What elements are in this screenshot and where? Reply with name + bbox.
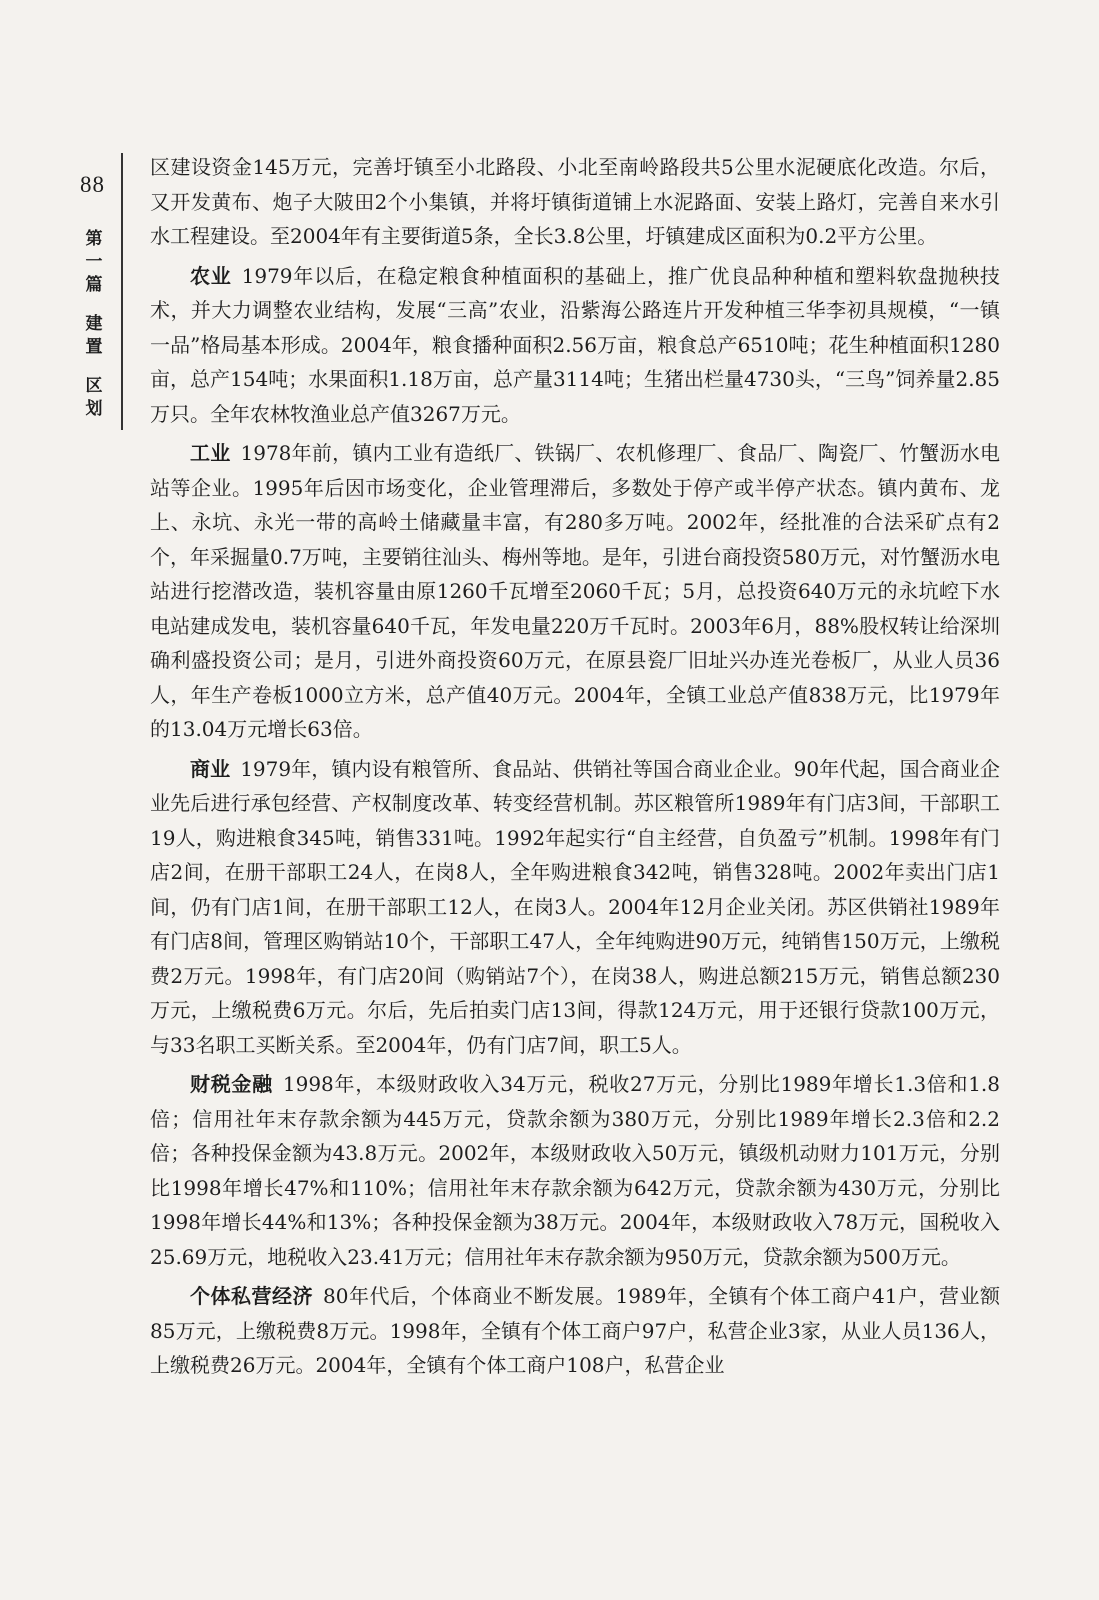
section-heading: 工业 (190, 441, 231, 465)
paragraph-industry (150, 436, 1000, 747)
header-char: 置 (85, 337, 103, 357)
header-char: 一 (85, 252, 103, 272)
section-heading: 个体私营经济 (190, 1284, 314, 1308)
header-gap (82, 359, 106, 375)
paragraph-text: 区建设资金145万元，完善圩镇至小北路段、小北至南岭路段共5公里水泥硬底化改造。尔后，又开发黄布、炮子大陂田2个小集镇，并将圩镇街道铺上水泥路面、安装上路灯，完善自来水引水工程建设。至2004年有主要街道5条，全长3.8公里，圩镇建成区面积为0.2平方公里。 (150, 155, 1000, 248)
paragraph-continuation (150, 150, 1000, 254)
header-char: 建 (85, 314, 103, 334)
header-char: 篇 (85, 275, 103, 295)
paragraph-finance (150, 1067, 1000, 1274)
paragraph-text: 1979年，镇内设有粮管所、食品站、供销社等国合商业企业。90年代起，国合商业企业先后进行承包经营、产权制度改革、转变经营机制。苏区粮管所1989年有门店3间，干部职工19人，购进粮食345吨，销售331吨。1992年起实行“自主经营，自负盈亏”机制。1998年有门店2间，在册干部职工24人，在岗8人，全年购进粮食342吨，销售328吨。2002年卖出门店1间，仍有门店1间，在册干部职工12人，在岗3人。2004年12月企业关闭。苏区供销社1989年有门店8间，管理区购销站10个，干部职工47人，全年纯购进90万元，纯销售150万元，上缴税费2万元。1998年，有门店20间（购销站7个），在岗38人，购进总额215万元，销售总额230万元，上缴税费6万元。尔后，先后拍卖门店13间，得款124万元，用于还银行贷款100万元，与33名职工买断关系。至2004年，仍有门店7间，职工5人。 (150, 756, 1000, 1057)
paragraph-text: 1978年前，镇内工业有造纸厂、铁锅厂、农机修理厂、食品厂、陶瓷厂、竹蟹沥水电站等企业。1995年后因市场变化，企业管理滞后，多数处于停产或半停产状态。镇内黄布、龙上、永坑、永光一带的高岭土储藏量丰富，有280多万吨。2002年，经批准的合法采矿点有2个，年采掘量0.7万吨，主要销往汕头、梅州等地。是年，引进台商投资580万元，对竹蟹沥水电站进行挖潜改造，装机容量由原1260千瓦增至2060千瓦；5月，总投资640万元的永坑崆下水电站建成发电，装机容量640千瓦，年发电量220万千瓦时。2003年6月，88%股权转让给深圳确利盛投资公司；是月，引进外商投资60万元，在原县瓷厂旧址兴办连光卷板厂，从业人员36人，年生产卷板1000立方米，总产值40万元。2004年，全镇工业总产值838万元，比1979年的13.04万元增长63倍。 (150, 441, 1001, 741)
paragraph-agriculture (150, 259, 1000, 432)
header-char: 区 (85, 376, 103, 396)
header-gap (82, 297, 106, 313)
section-heading: 商业 (190, 756, 231, 781)
body-text (150, 150, 1000, 1388)
paragraph-private-economy (150, 1279, 1000, 1383)
section-heading: 财税金融 (190, 1072, 273, 1096)
paragraph-text: 80年代后，个体商业不断发展。1989年，全镇有个体工商户41户，营业额85万元，上缴税费8万元。1998年，全镇有个体工商户97户，私营企业3家，从业人员136人，上缴税费26万元。2004年，全镇有个体工商户108户，私营企业 (150, 1284, 1001, 1377)
section-heading: 农业 (190, 263, 232, 288)
header-char: 划 (85, 399, 103, 419)
page-number: 88 (80, 172, 105, 197)
paragraph-commerce (150, 752, 1000, 1063)
running-header-vertical (82, 228, 106, 421)
margin-rule (121, 153, 123, 430)
paragraph-text: 1998年，本级财政收入34万元，税收27万元，分别比1989年增长1.3倍和1.8倍；信用社年末存款余额为445万元，贷款余额为380万元，分别比1989年增长2.3倍和2.2倍；各种投保金额为43.8万元。2002年，本级财政收入50万元，镇级机动财力101万元，分别比1998年增长47%和110%；信用社年末存款余额为642万元，贷款余额为430万元，分别比1998年增长44%和13%；各种投保金额为38万元。2004年，本级财政收入78万元，国税收入25.69万元，地税收入23.41万元；信用社年末存款余额为950万元，贷款余额为500万元。 (150, 1072, 1000, 1269)
header-char: 第 (85, 229, 103, 249)
paragraph-text: 1979年以后，在稳定粮食种植面积的基础上，推广优良品种种植和塑料软盘抛秧技术，并大力调整农业结构，发展“三高”农业，沿紫海公路连片开发种植三华李初具规模，“一镇一品”格局基本形成。2004年，粮食播种面积2.56万亩，粮食总产6510吨；花生种植面积1280亩，总产154吨；水果面积1.18万亩，总产量3114吨；生猪出栏量4730头，“三鸟”饲养量2.85万只。全年农林牧渔业总产值3267万元。 (150, 263, 1001, 426)
